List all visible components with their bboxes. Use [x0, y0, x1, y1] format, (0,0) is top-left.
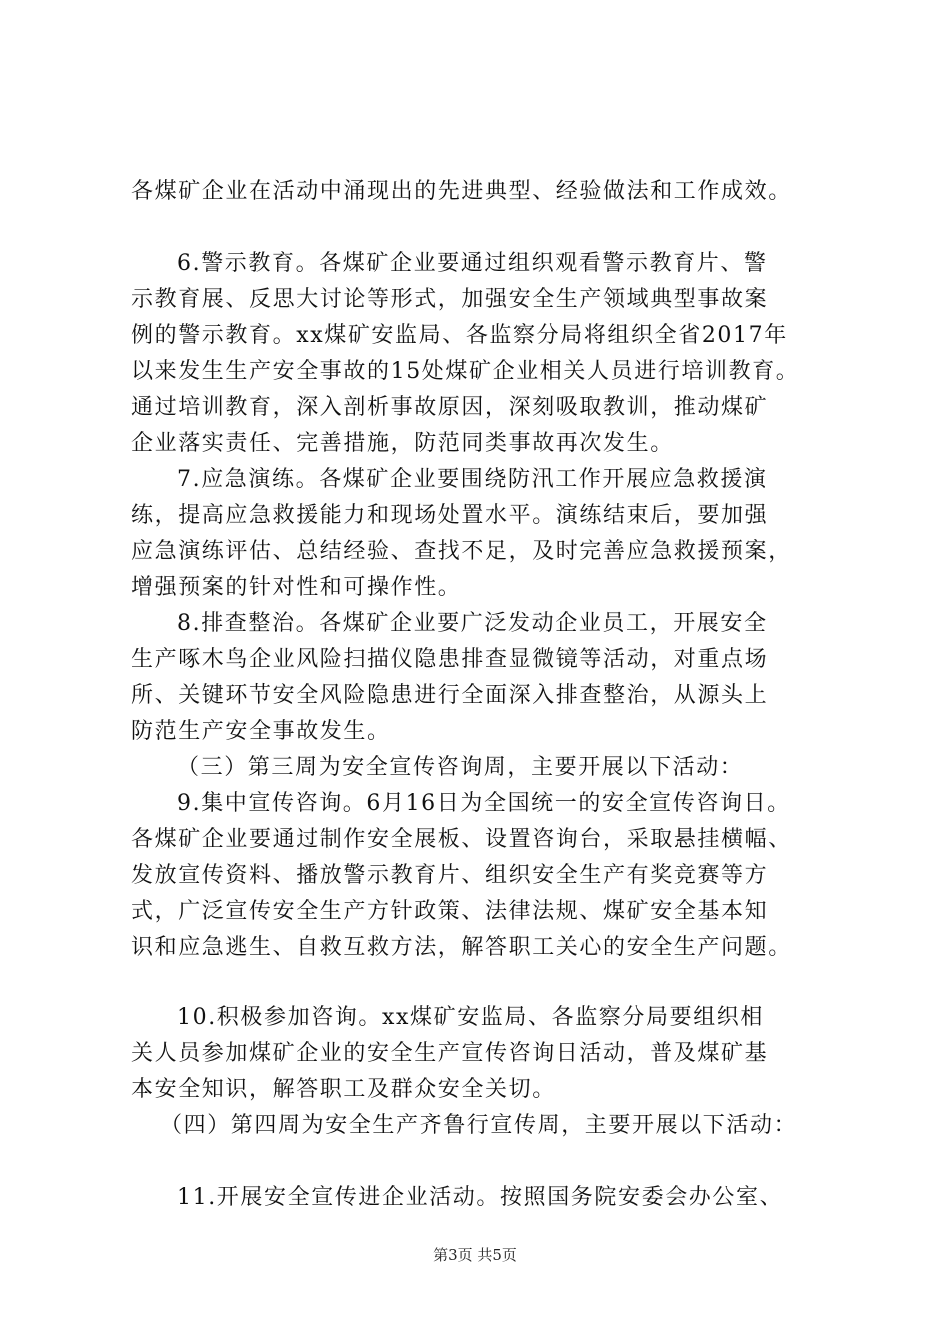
text-line: 关人员参加煤矿企业的安全生产宣传咨询日活动，普及煤矿基: [131, 1041, 769, 1066]
text-line: 以来发生生产安全事故的15处煤矿企业相关人员进行培训教育。: [131, 359, 800, 384]
text-line: 练，提高应急救援能力和现场处置水平。演练结束后，要加强: [131, 503, 769, 528]
text-line: 8.排查整治。各煤矿企业要广泛发动企业员工，开展安全: [177, 611, 768, 636]
text-line: 9.集中宣传咨询。6月16日为全国统一的安全宣传咨询日。: [177, 791, 791, 816]
text-line: 7.应急演练。各煤矿企业要围绕防汛工作开展应急救援演: [177, 467, 768, 492]
text-line: 6.警示教育。各煤矿企业要通过组织观看警示教育片、警: [177, 251, 768, 276]
text-line: 增强预案的针对性和可操作性。: [131, 575, 462, 600]
text-line: 式，广泛宣传安全生产方针政策、法律法规、煤矿安全基本知: [131, 899, 769, 924]
text-line: 生产啄木鸟企业风险扫描仪隐患排查显微镜等活动，对重点场: [131, 647, 769, 672]
text-line: 10.积极参加咨询。xx煤矿安监局、各监察分局要组织相: [177, 1005, 765, 1030]
text-line: 例的警示教育。xx煤矿安监局、各监察分局将组织全省2017年: [131, 323, 788, 348]
text-line: 各煤矿企业在活动中涌现出的先进典型、经验做法和工作成效。: [131, 179, 792, 204]
text-line: 11.开展安全宣传进企业活动。按照国务院安委会办公室、: [177, 1185, 784, 1210]
text-line: 本安全知识，解答职工及群众安全关切。: [131, 1077, 556, 1102]
text-line: 应急演练评估、总结经验、查找不足，及时完善应急救援预案，: [131, 539, 792, 564]
text-line: 识和应急逃生、自救互救方法，解答职工关心的安全生产问题。: [131, 935, 792, 960]
page-footer: 第3页 共5页: [433, 1246, 517, 1264]
text-line: 通过培训教育，深入剖析事故原因，深刻吸取教训，推动煤矿: [131, 395, 769, 420]
text-line: 各煤矿企业要通过制作安全展板、设置咨询台，采取悬挂横幅、: [131, 827, 792, 852]
text-line: 防范生产安全事故发生。: [131, 719, 391, 744]
text-line: 发放宣传资料、播放警示教育片、组织安全生产有奖竞赛等方: [131, 863, 769, 888]
section-heading: （三）第三周为安全宣传咨询周，主要开展以下活动：: [177, 755, 744, 780]
section-heading: （四）第四周为安全生产齐鲁行宣传周，主要开展以下活动：: [160, 1113, 798, 1138]
text-line: 示教育展、反思大讨论等形式，加强安全生产领域典型事故案: [131, 287, 769, 312]
text-line: 所、关键环节安全风险隐患进行全面深入排查整治，从源头上: [131, 683, 769, 708]
text-line: 企业落实责任、完善措施，防范同类事故再次发生。: [131, 431, 674, 456]
